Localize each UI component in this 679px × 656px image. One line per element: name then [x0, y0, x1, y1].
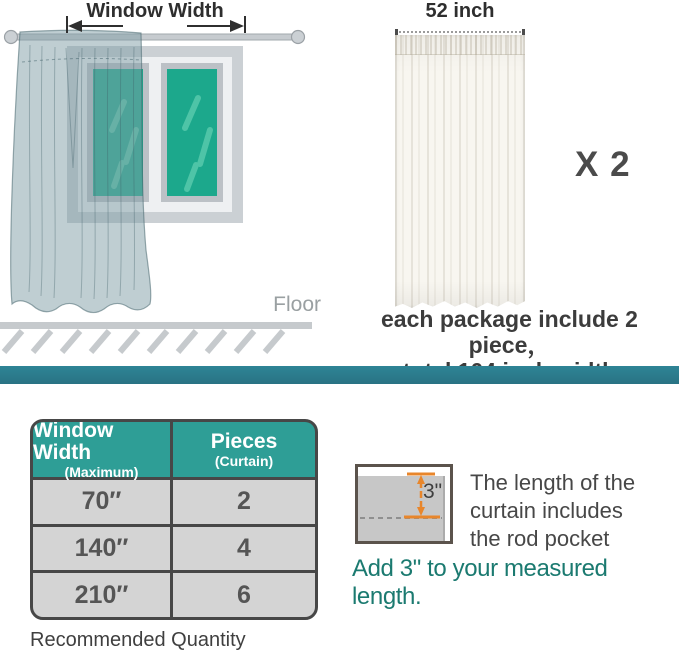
floor-icon	[0, 322, 312, 352]
table-row-pieces: 4	[173, 527, 315, 571]
section-divider-bar	[0, 366, 679, 384]
table-row-width: 140″	[33, 527, 170, 571]
header-main: Window Width	[33, 419, 114, 464]
panel-width-label: 52 inch	[425, 0, 495, 22]
table-row-pieces: 2	[173, 480, 315, 524]
table-header-window-width	[33, 419, 170, 480]
package-line-1: each package include 2 piece，	[381, 306, 638, 358]
pocket-measure-label: 3"	[423, 480, 443, 503]
header-sub: (Curtain)	[214, 452, 274, 469]
panel-width-measure-line	[396, 31, 524, 33]
add-length-note: Add 3" to your measured length.	[352, 555, 608, 610]
measure-tick-left	[395, 29, 398, 36]
table-row-pieces: 6	[173, 573, 315, 617]
window-width-label: Window Width	[86, 0, 224, 22]
table-row-width: 210″	[33, 573, 170, 617]
header-main: Pieces	[210, 429, 278, 453]
sheer-curtain-icon	[11, 30, 151, 312]
recommended-quantity-table	[30, 419, 318, 620]
pocket-description: The length of the curtain includes the rod pocket	[470, 470, 636, 551]
floor-label: Floor	[273, 293, 321, 316]
table-row-width: 70″	[33, 480, 170, 524]
table-header-pieces	[173, 422, 315, 477]
table-caption: Recommended Quantity	[30, 629, 246, 651]
rod-pocket-diagram-art	[358, 467, 450, 541]
measure-tick-right	[522, 29, 525, 36]
header-sub: (Maximum)	[64, 463, 139, 480]
quantity-multiplier-label: X 2	[575, 145, 631, 184]
rod-pocket-diagram	[355, 464, 453, 544]
rod-pocket-band	[395, 35, 525, 55]
curtain-panel-image	[395, 35, 525, 308]
